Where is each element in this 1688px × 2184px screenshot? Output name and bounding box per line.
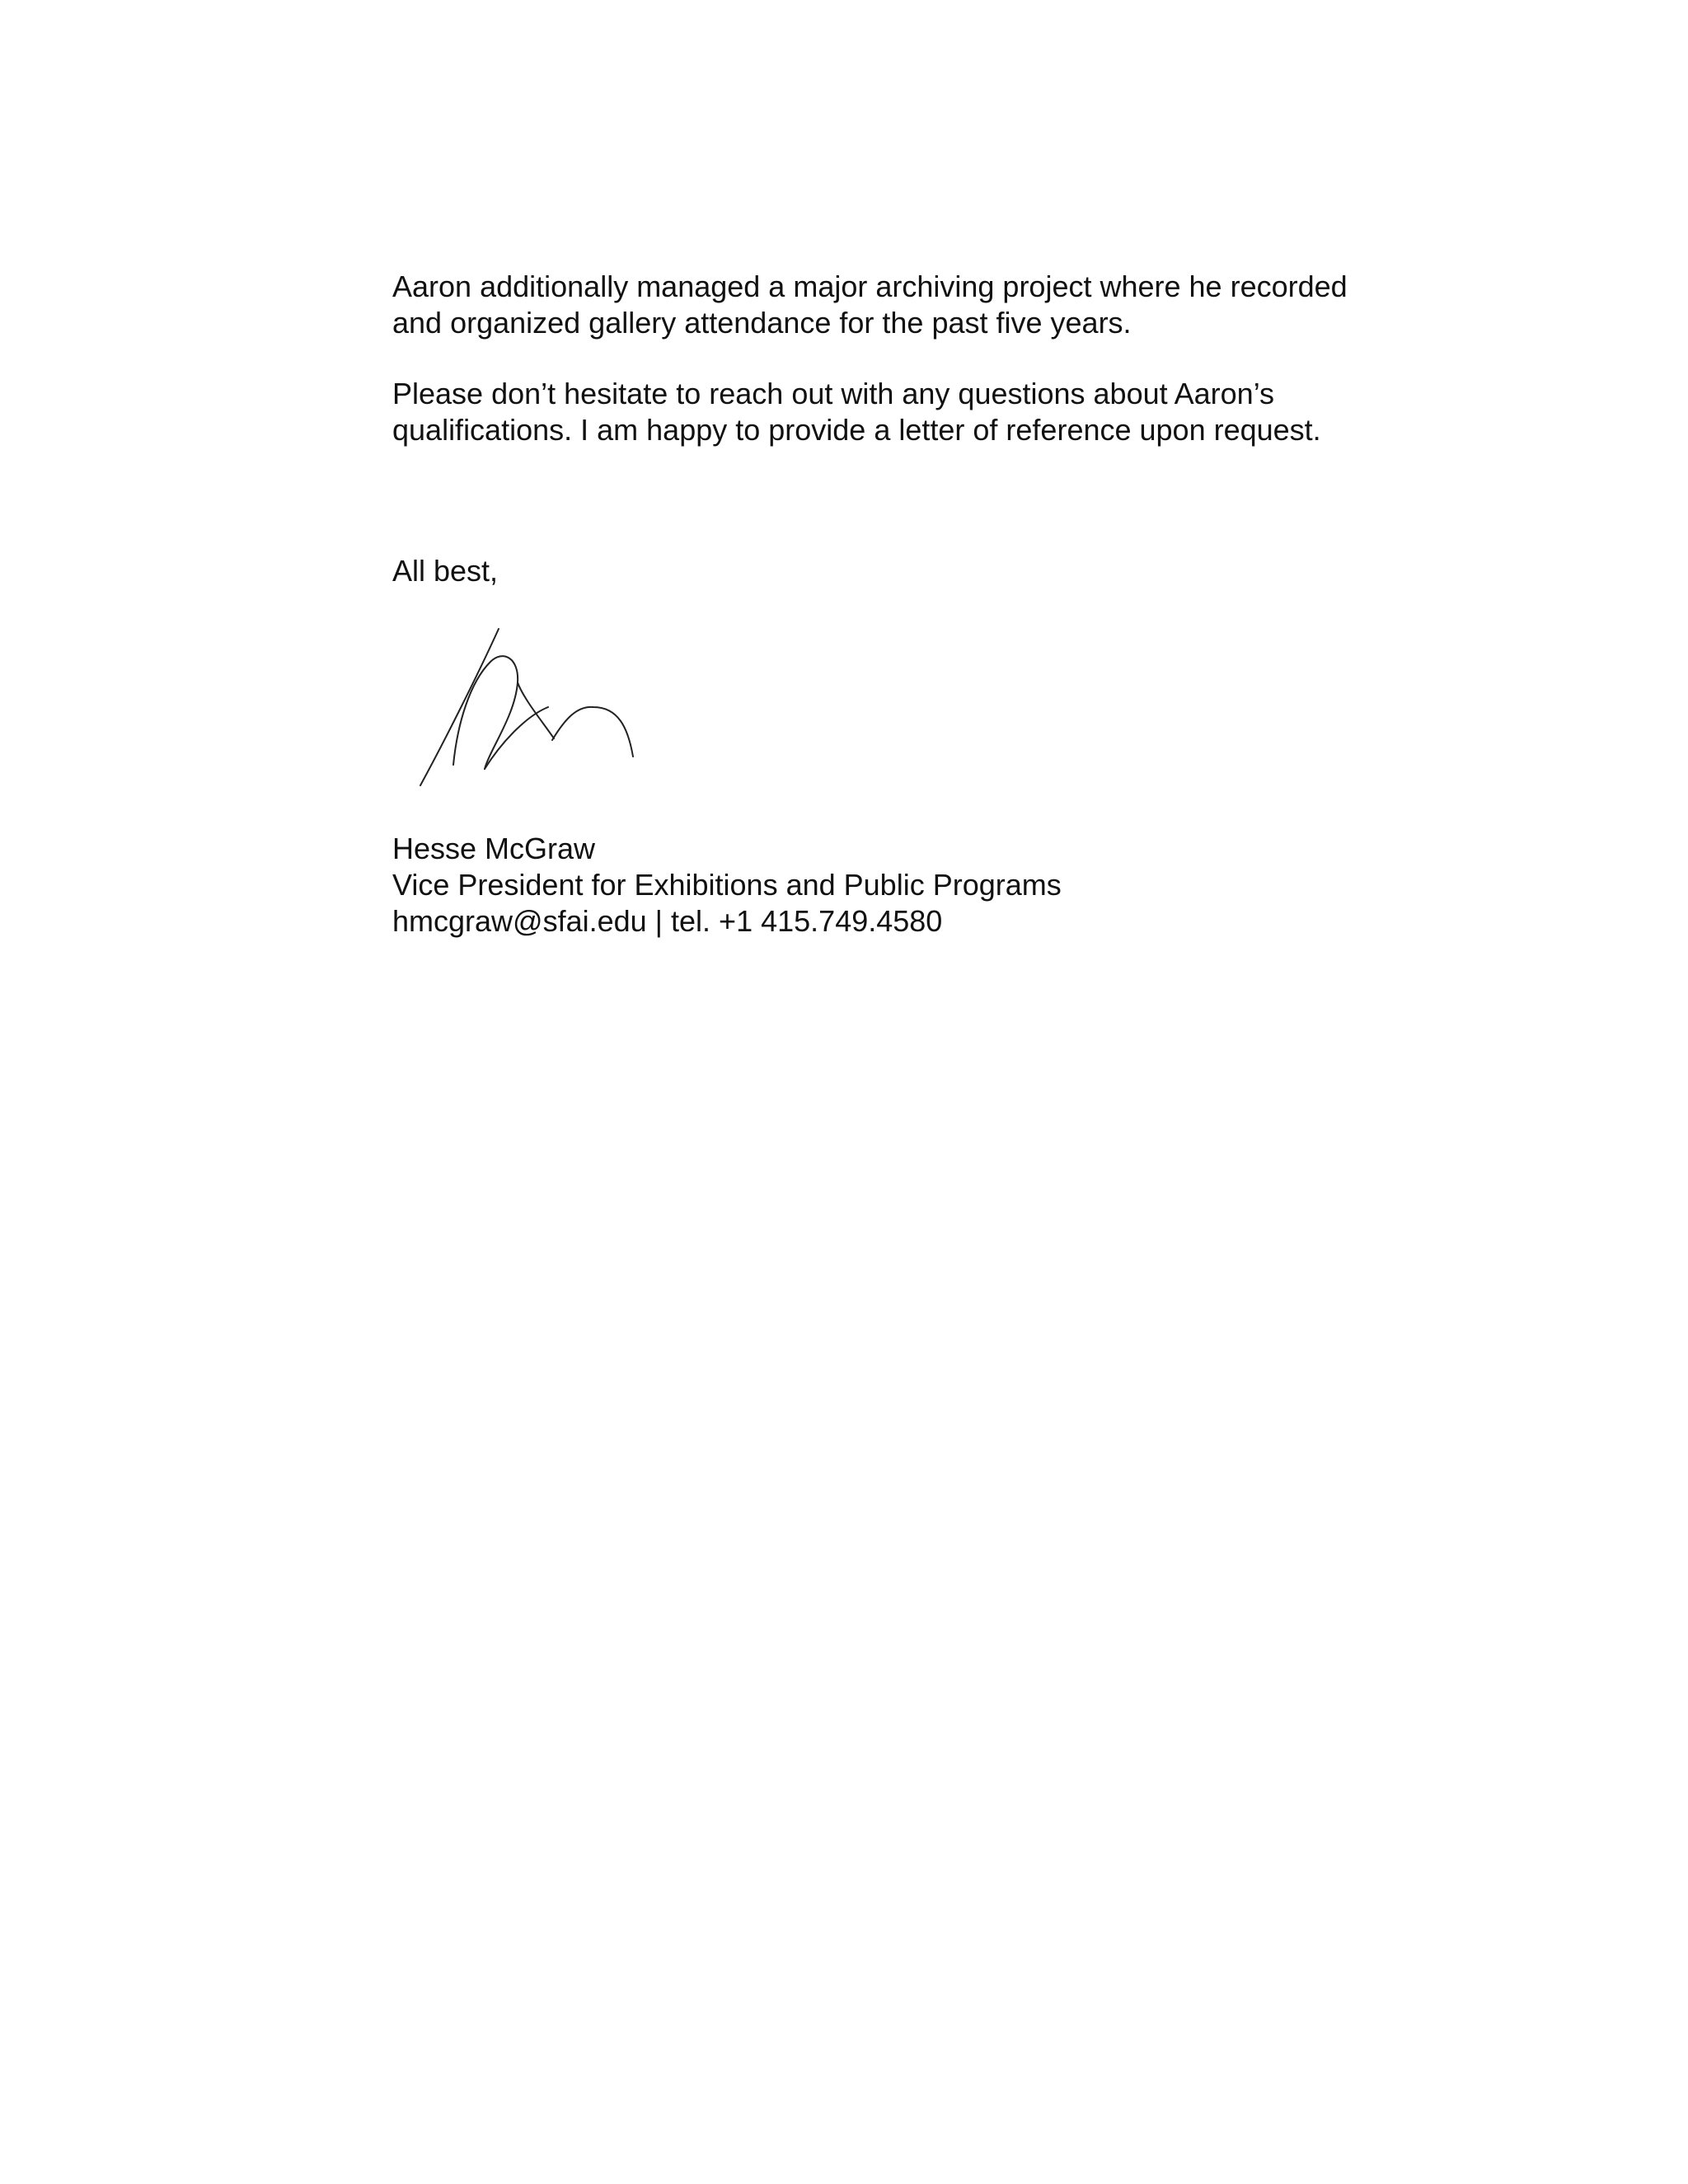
closing-salutation: All best, <box>392 554 499 588</box>
signatory-title: Vice President for Exhibitions and Public Programs <box>392 868 1062 902</box>
signatory-contact: hmcgraw@sfai.edu | tel. +1 415.749.4580 <box>392 904 943 938</box>
body-paragraph-archiving: Aaron additionally managed a major archiving project where he recorded and organized gallery attendance for the past five years. <box>392 269 1348 340</box>
body-paragraph-contact-request: Please don’t hesitate to reach out with any questions about Aaron’s qualifications. I am happy to provide a letter of reference upon request. <box>392 377 1321 447</box>
signatory-name: Hesse McGraw <box>392 832 596 865</box>
handwritten-signature <box>412 625 651 794</box>
